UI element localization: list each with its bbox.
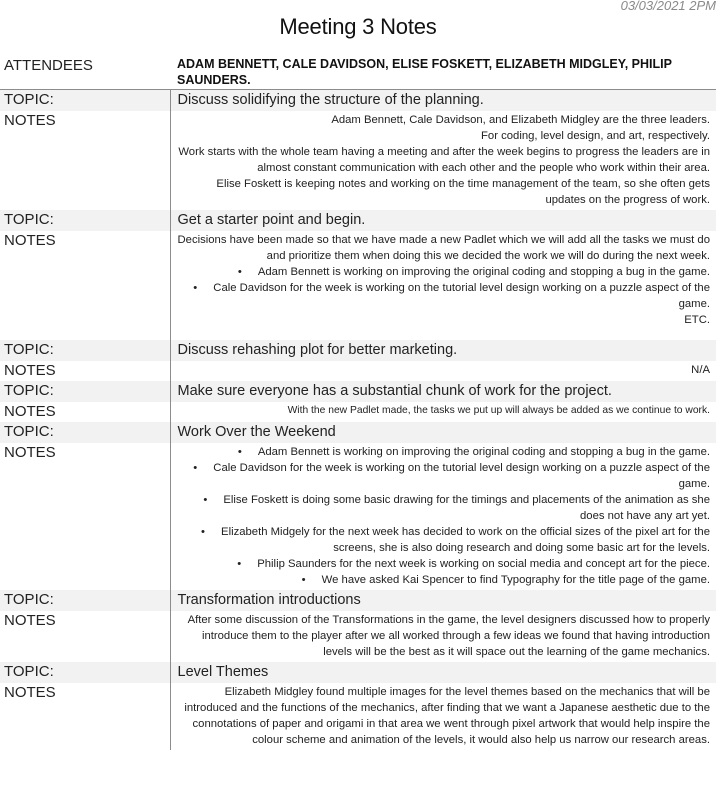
topic-row <box>0 210 716 231</box>
topic-label: TOPIC: <box>0 381 170 402</box>
notes-bullet-item <box>177 280 711 312</box>
notes-table <box>0 89 716 750</box>
topic-cell <box>170 381 716 402</box>
topic-row <box>0 590 716 611</box>
notes-row <box>0 443 716 590</box>
topic-cell <box>170 90 716 112</box>
topic-label: TOPIC: <box>0 662 170 683</box>
notes-paragraph: N/A <box>691 364 710 376</box>
notes-cell <box>170 111 716 210</box>
notes-paragraph: Decisions have been made so that we have made a new Padlet which we will add all the tasks we must do and prioritize them when doing this we decided the work we will do during the next week. <box>177 234 710 262</box>
bullet-icon: • <box>193 462 198 474</box>
notes-row <box>0 683 716 750</box>
notes-row <box>0 111 716 210</box>
bullet-icon: • <box>301 574 306 586</box>
notes-paragraph: With the new Padlet made, the tasks we put up will always be added as we continue to work. <box>287 405 710 416</box>
notes-cell <box>170 361 716 381</box>
notes-bullet-item <box>177 460 711 492</box>
bullet-text: Adam Bennett is working on improving the original coding and stopping a bug in the game. <box>257 266 710 278</box>
notes-paragraph: Elizabeth Midgley found multiple images for the level themes based on the mechanics that will be introduced and the functions of the mechanics, after finding that we want a Japanese aesthetic due to the connotations of paper and origami in that area we went through pixel artwork that would help inspire the colour scheme and animation of the levels, it would also help us narrow our research areas. <box>184 686 710 746</box>
topic-text: Transformation introductions <box>177 592 361 608</box>
bullet-icon: • <box>193 282 198 294</box>
notes-row <box>0 231 716 330</box>
notes-row <box>0 611 716 662</box>
topic-text: Work Over the Weekend <box>177 424 336 440</box>
notes-cell <box>170 611 716 662</box>
bullet-icon: • <box>203 494 208 506</box>
topic-text: Get a starter point and begin. <box>177 212 366 228</box>
notes-bullet-item <box>177 556 711 572</box>
bullet-text: Adam Bennett is working on improving the original coding and stopping a bug in the game. <box>257 446 710 458</box>
notes-paragraph: Adam Bennett, Cale Davidson, and Elizabeth Midgley are the three leaders. <box>331 114 710 126</box>
topic-text: Make sure everyone has a substantial chunk of work for the project. <box>177 383 612 399</box>
notes-label: NOTES <box>4 684 56 701</box>
bullet-icon: • <box>237 558 242 570</box>
notes-cell <box>170 402 716 422</box>
notes-label: NOTES <box>4 362 56 379</box>
bullet-icon: • <box>201 526 205 538</box>
topic-label: TOPIC: <box>0 340 170 361</box>
bullet-text: Elizabeth Midgely for the next week has decided to work on the official sizes of the pixel art for the screens, she is also doing research and doing some basic art for the levels. <box>221 526 710 554</box>
topic-cell <box>170 340 716 361</box>
topic-label: TOPIC: <box>0 90 170 112</box>
topic-cell <box>170 590 716 611</box>
meeting-date: 03/03/2021 2PM <box>620 0 716 13</box>
bullet-text: Cale Davidson for the week is working on the tutorial level design working on a puzzle aspect of the game. <box>213 282 710 310</box>
topic-text: Discuss rehashing plot for better marketing. <box>177 342 458 358</box>
notes-paragraph: Work starts with the whole team having a meeting and after the week begins to progress the leaders are in almost constant communication with each other and the people who work within their area. <box>178 146 710 174</box>
notes-bullet-item <box>177 572 711 588</box>
topic-row <box>0 422 716 443</box>
notes-label: NOTES <box>4 232 56 249</box>
notes-bullet-item <box>177 264 711 280</box>
notes-bullet-item <box>177 444 711 460</box>
notes-bullet-item <box>177 524 711 556</box>
topic-text: Discuss solidifying the structure of the planning. <box>177 92 484 108</box>
notes-label: NOTES <box>4 112 56 129</box>
topic-row <box>0 662 716 683</box>
topic-cell <box>170 662 716 683</box>
topic-label: TOPIC: <box>0 422 170 443</box>
spacer-row <box>0 330 716 340</box>
notes-label: NOTES <box>4 403 56 420</box>
topic-cell <box>170 422 716 443</box>
topic-label: TOPIC: <box>0 210 170 231</box>
page-title: Meeting 3 Notes <box>279 14 437 39</box>
notes-row <box>0 402 716 422</box>
notes-cell <box>170 683 716 750</box>
notes-row <box>0 361 716 381</box>
notes-paragraph: After some discussion of the Transformations in the game, the level designers discussed how to properly introduce them to the player after we all worked through a few ideas we found that having introduction levels will be the best as it will space out the learning of the game mechanics. <box>187 614 710 658</box>
attendees-list: ADAM BENNETT, CALE DAVIDSON, ELISE FOSKETT, ELIZABETH MIDGLEY, PHILIP SAUNDERS. <box>177 57 672 87</box>
topic-row <box>0 90 716 112</box>
topic-row <box>0 381 716 402</box>
bullet-icon: • <box>237 446 242 458</box>
bullet-text: Philip Saunders for the next week is working on social media and concept art for the piece. <box>257 558 710 570</box>
notes-cell <box>170 443 716 590</box>
notes-cell <box>170 231 716 330</box>
bullet-text: Cale Davidson for the week is working on the tutorial level design working on a puzzle aspect of the game. <box>213 462 710 490</box>
attendees-label: ATTENDEES <box>4 57 93 74</box>
topic-cell <box>170 210 716 231</box>
topic-text: Level Themes <box>177 664 269 680</box>
notes-paragraph: For coding, level design, and art, respectively. <box>481 130 710 142</box>
bullet-text: Elise Foskett is doing some basic drawing for the timings and placements of the animation as she does not have any art yet. <box>223 494 710 522</box>
notes-label: NOTES <box>4 612 56 629</box>
notes-label: NOTES <box>4 444 56 461</box>
bullet-icon: • <box>237 266 242 278</box>
attendees-row <box>0 55 716 89</box>
bullet-text: We have asked Kai Spencer to find Typography for the title page of the game. <box>321 574 710 586</box>
topic-row <box>0 340 716 361</box>
topic-label: TOPIC: <box>0 590 170 611</box>
notes-bullet-item <box>177 492 711 524</box>
notes-paragraph: Elise Foskett is keeping notes and working on the time management of the team, so she often gets updates on the progress of work. <box>216 178 710 206</box>
notes-trailing: ETC. <box>684 314 710 326</box>
